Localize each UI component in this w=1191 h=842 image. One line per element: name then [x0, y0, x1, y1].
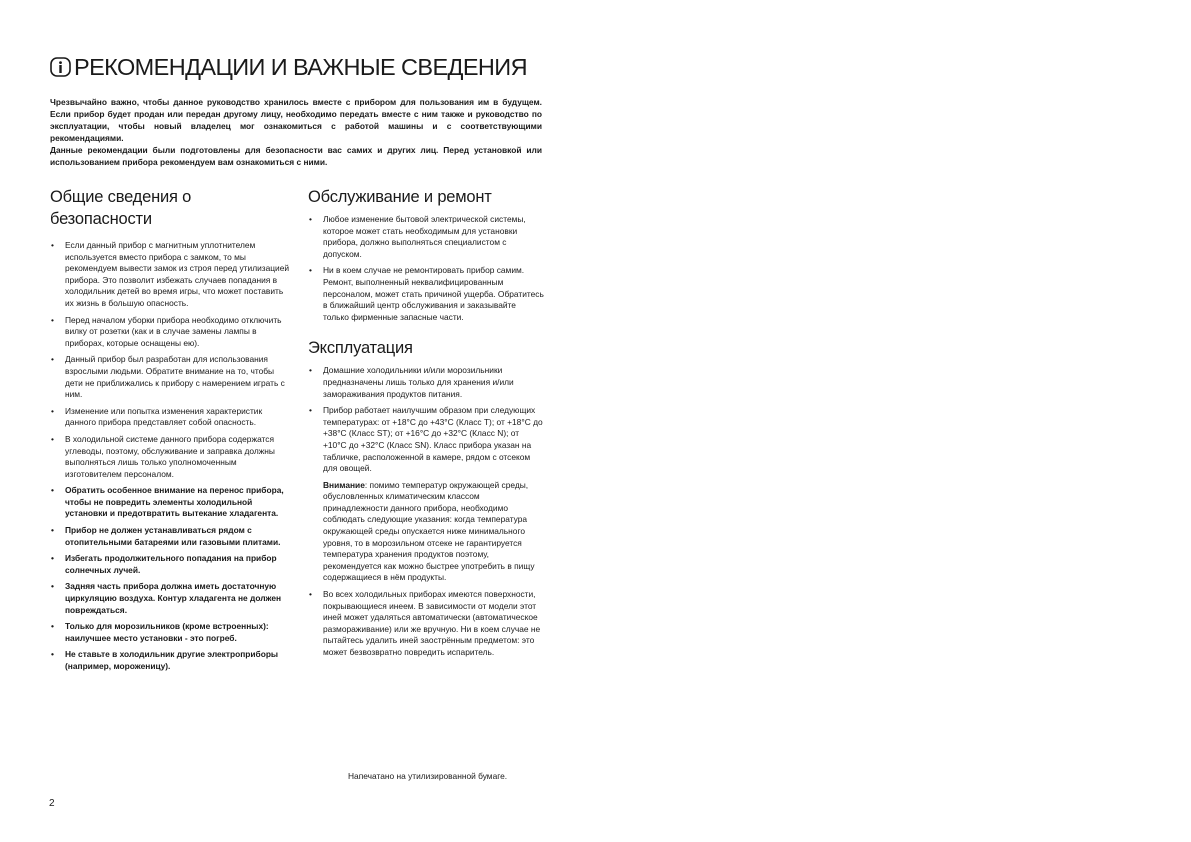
right-column	[308, 186, 544, 664]
list-item: • Перед началом уборки прибора необходимо отключить вилку от розетки (как и в случае замены лампы в приборах, которые оснащены ею).	[50, 315, 294, 350]
list-item: • Изменение или попытка изменения характеристик данного прибора представляет собой опасность.	[50, 406, 294, 429]
safety-heading: Общие сведения о безопасности	[50, 188, 192, 228]
list-item: • Во всех холодильных приборах имеются поверхности, покрывающиеся инеем. В зависимости от модели этот иней может удаляться автоматически (автоматическое размораживание) или же вручную. Ни в коем случае не пытайтесь удалить иней заострённым предметом: это может безвозвратно повредить испаритель.	[308, 589, 544, 659]
list-item: • Данный прибор был разработан для использования взрослыми людьми. Обратите внимание на то, чтобы дети не приближались к прибору с намерением играть с ним.	[50, 354, 294, 400]
info-icon	[50, 57, 71, 77]
page-title	[50, 52, 570, 82]
operation-heading: Эксплуатация	[308, 339, 413, 358]
warning-note	[323, 480, 544, 584]
recycled-paper-note: Напечатано на утилизированной бумаге.	[348, 771, 508, 781]
list-item: • Домашние холодильники и/или морозильники предназначены лишь только для хранения и/или замораживания продуктов питания.	[308, 365, 544, 400]
list-item: • Обратить особенное внимание на перенос прибора, чтобы не повредить элементы холодильной установки и предотвратить вытекание хладагента.	[50, 485, 294, 520]
intro-paragraph: Чрезвычайно важно, чтобы данное руководство хранилось вместе с прибором для пользования им в будущем. Если прибор будет продан или передан другому лицу, необходимо передать вместе с ним также и руководство по эксплуатации, чтобы новый владелец мог ознакомиться с работой машины и с соответствующими рекомендациями.	[50, 97, 542, 143]
intro-text	[50, 96, 542, 168]
service-heading: Обслуживание и ремонт	[308, 188, 492, 206]
list-item: • В холодильной системе данного прибора содержатся углеводы, поэтому, обслуживание и заправка должны выполняться лишь только уполномоченным изготовителем персоналом.	[50, 434, 294, 480]
list-item: • Только для морозильников (кроме встроенных): наилучшее место установки - это погреб.	[50, 621, 294, 644]
list-item: • Избегать продолжительного попадания на прибор солнечных лучей.	[50, 553, 294, 576]
list-item: • Любое изменение бытовой электрической системы, которое может стать необходимым для установки прибора, должно выполняться специалистом с допуском.	[308, 214, 544, 260]
page-title-text: РЕКОМЕНДАЦИИ И ВАЖНЫЕ СВЕДЕНИЯ	[74, 54, 527, 80]
list-item: • Ни в коем случае не ремонтировать прибор самим. Ремонт, выполненный неквалифицированным персоналом, может стать причиной ущерба. Обратитесь в ближайший центр обслуживания и заказывайте только фирменные запасные части.	[308, 265, 544, 323]
safety-list	[50, 240, 294, 673]
service-list	[308, 214, 544, 323]
list-item: • Прибор не должен устанавливаться рядом с отопительными батареями или газовыми плитами.	[50, 525, 294, 548]
warning-label: Внимание	[323, 479, 365, 490]
list-item: • Не ставьте в холодильник другие электроприборы (например, мороженицу).	[50, 649, 294, 672]
page-number: 2	[49, 798, 55, 809]
intro-paragraph: Данные рекомендации были подготовлены для безопасности вас самих и других лиц. Перед установкой или использованием прибора рекомендуем вам ознакомиться с ними.	[50, 145, 542, 167]
list-item	[308, 405, 544, 584]
warning-text: : помимо температур окружающей среды, обусловленных климатическим классом принадлежности данного прибора, необходимо соблюдать следующие указания: когда температура окружающей среды опускается ниже минимального уровня, то в морозильном отсеке не гарантируется температура хранения продуктов поэтому, рекомендуется как можно быстрее употребить в пищу содержащиеся в нём продукты.	[323, 479, 535, 583]
safety-section	[50, 186, 294, 678]
list-item: • Если данный прибор с магнитным уплотнителем используется вместо прибора с замком, то мы рекомендуем вывести замок из строя перед утилизацией прибора. Это позволит избежать случаев попадания в холодильник детей во время игры, что может поставить их жизнь в большую опасность.	[50, 240, 294, 310]
list-item: • Задняя часть прибора должна иметь достаточную циркуляцию воздуха. Контур хладагента не должен повреждаться.	[50, 581, 294, 616]
temperature-text: Прибор работает наилучшим образом при следующих температурах: от +18°C до +43°C (Класс T); от +18°C до +38°C (Класс ST); от +16°C до +32°C (Класс N); от +10°C до +32°C (Класс SN). Класс прибора указан на табличке, расположенной в камере, рядом с отсеком для овощей.	[323, 405, 543, 474]
operation-list	[308, 365, 544, 658]
